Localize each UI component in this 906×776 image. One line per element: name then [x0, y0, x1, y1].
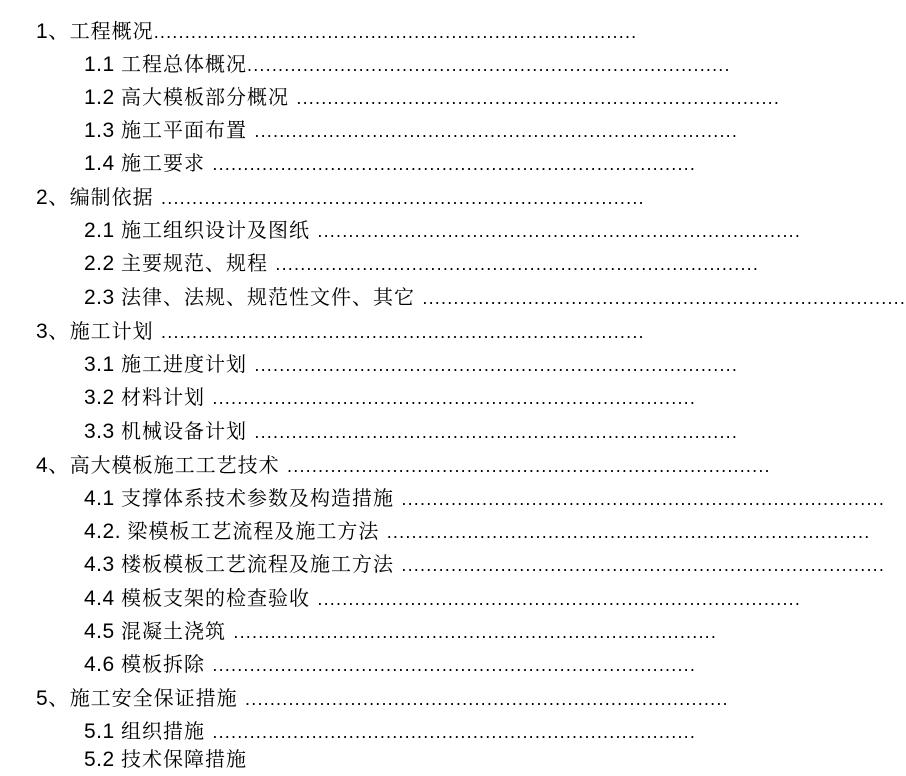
toc-entry-level2[interactable] [84, 347, 739, 381]
toc-entry-number: 3、 [36, 320, 70, 343]
toc-entry-number: 4.6 [84, 653, 122, 676]
toc-entry-number: 1.4 [84, 152, 122, 175]
toc-entry-level2[interactable] [84, 380, 697, 414]
toc-entry-level2[interactable] [84, 246, 760, 280]
toc-entry-number: 3.3 [84, 420, 122, 443]
toc-entry-level2[interactable] [84, 647, 697, 681]
toc-entry-level2[interactable] [84, 714, 697, 748]
toc-entry-number: 3.1 [84, 353, 122, 376]
toc-leader-dots: .............................................................................. [317, 589, 802, 609]
toc-leader-dots: .............................................................................. [401, 489, 886, 509]
toc-entry-level2[interactable] [84, 547, 886, 581]
toc-entry-number: 1、 [36, 20, 70, 43]
toc-entry-level2[interactable] [84, 146, 697, 180]
toc-entry-number: 4.3 [84, 553, 122, 576]
toc-entry-number: 4.5 [84, 620, 122, 643]
toc-leader-dots: .............................................................................. [161, 188, 645, 208]
toc-entry-number: 4、 [36, 454, 70, 477]
toc-entry-level2[interactable] [84, 514, 871, 548]
toc-entry-level2[interactable] [84, 280, 906, 314]
toc-entry-number: 4.1 [84, 487, 122, 510]
toc-leader-dots: .............................................................................. [212, 722, 697, 742]
toc-entry-level2[interactable] [84, 213, 802, 247]
toc-leader-dots: .............................................................................. [245, 689, 729, 709]
toc-entry-title: 支撑体系技术参数及构造措施 [121, 486, 402, 510]
toc-entry-title: 高大模板施工工艺技术 [69, 453, 288, 477]
toc-entry-title: 组织措施 [121, 719, 213, 743]
toc-entry-number: 3.2 [84, 386, 122, 409]
toc-entry-level2[interactable] [84, 47, 731, 81]
toc-entry-title: 施工要求 [121, 151, 213, 175]
toc-entry-title: 楼板模板工艺流程及施工方法 [121, 552, 402, 576]
toc-entry-title: 主要规范、规程 [121, 251, 276, 275]
toc-entry-number: 1.1 [84, 53, 122, 76]
toc-leader-dots: .............................................................................. [254, 121, 739, 141]
toc-leader-dots: .............................................................................. [212, 655, 697, 675]
toc-entry-title: 施工组织设计及图纸 [121, 218, 318, 242]
toc-entry-number: 1.3 [84, 119, 122, 142]
toc-entry-title: 材料计划 [121, 385, 213, 409]
toc-entry-level2[interactable] [84, 80, 781, 114]
toc-entry-title: 施工安全保证措施 [69, 686, 246, 710]
toc-entry-number: 5.2 [84, 748, 122, 771]
toc-entry-level2[interactable] [84, 581, 802, 615]
toc-entry-title: 高大模板部分概况 [121, 85, 297, 109]
toc-entry-number: 2.2 [84, 252, 122, 275]
toc-entry-number: 4.2. [84, 520, 128, 543]
toc-leader-dots: .............................................................................. [287, 456, 771, 476]
toc-leader-dots: .............................................................................. [254, 422, 739, 442]
toc-entry-level1[interactable] [36, 681, 729, 715]
toc-entry-level2[interactable] [84, 614, 718, 648]
toc-entry-number: 5.1 [84, 720, 122, 743]
toc-entry-number: 2.3 [84, 286, 122, 309]
toc-leader-dots: .............................................................................. [212, 388, 697, 408]
toc-leader-dots: .............................................................................. [275, 254, 760, 274]
toc-entry-level1[interactable] [36, 314, 645, 348]
toc-leader-dots: .............................................................................. [233, 622, 718, 642]
toc-entry-title: 模板支架的检查验收 [121, 586, 318, 610]
toc-entry-level1[interactable] [36, 14, 638, 48]
toc-entry-clipped[interactable] [84, 744, 247, 774]
toc-leader-dots: .............................................................................. [296, 88, 781, 108]
toc-leader-dots: .............................................................................. [254, 355, 739, 375]
toc-entry-number: 2.1 [84, 219, 122, 242]
toc-entry-title: 施工计划 [69, 319, 162, 343]
toc-entry-number: 4.4 [84, 587, 122, 610]
toc-entry-title: 法律、法规、规范性文件、其它 [121, 285, 423, 309]
toc-entry-number: 5、 [36, 687, 70, 710]
toc-entry-level2[interactable] [84, 481, 886, 515]
toc-entry-title: 编制依据 [69, 185, 162, 209]
toc-entry-number: 1.2 [84, 86, 122, 109]
toc-entry-title: 机械设备计划 [121, 419, 255, 443]
toc-entry-title: 梁模板工艺流程及施工方法 [127, 519, 387, 543]
toc-leader-dots: .............................................................................. [386, 522, 871, 542]
toc-entry-title: 技术保障措施 [121, 747, 248, 771]
toc-leader-dots: .............................................................................. [401, 555, 886, 575]
toc-entry-title: 工程总体概况 [121, 52, 248, 76]
toc-leader-dots: .............................................................................. [212, 154, 697, 174]
toc-entry-level1[interactable] [36, 448, 771, 482]
toc-entry-title: 施工进度计划 [121, 352, 255, 376]
toc-entry-title: 工程概况 [69, 19, 154, 43]
toc-entry-title: 混凝土浇筑 [121, 619, 234, 643]
toc-entry-level2[interactable] [84, 414, 739, 448]
toc-entry-level1[interactable] [36, 180, 645, 214]
toc-entry-number: 2、 [36, 186, 70, 209]
toc-leader-dots: .............................................................................. [161, 322, 645, 342]
toc-leader-dots: .............................................................................. [247, 55, 731, 75]
toc-entry-title: 模板拆除 [121, 652, 213, 676]
toc-leader-dots: .............................................................................. [422, 288, 906, 308]
toc-entry-level2[interactable] [84, 113, 739, 147]
toc-entry-title: 施工平面布置 [121, 118, 255, 142]
toc-leader-dots: .............................................................................. [317, 221, 802, 241]
toc-leader-dots: .............................................................................. [153, 22, 638, 42]
